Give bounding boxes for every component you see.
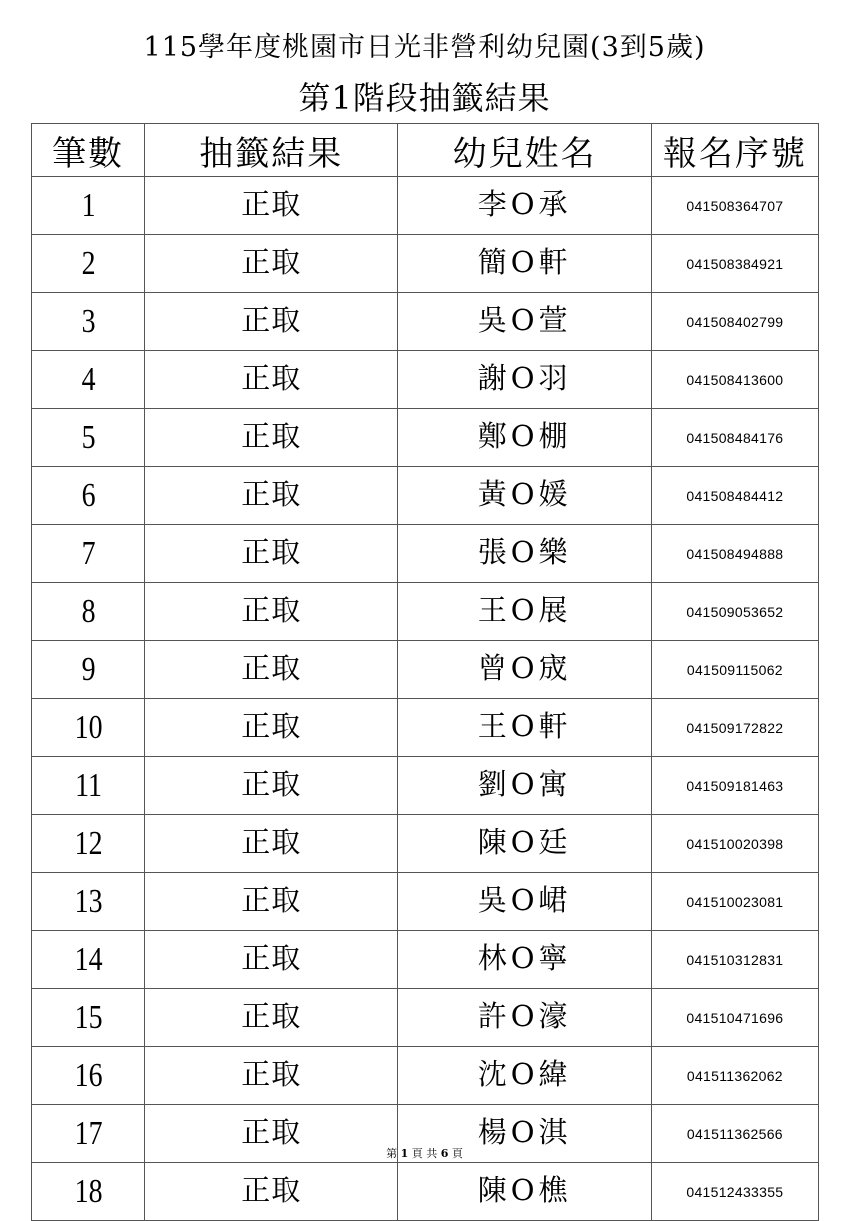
row-lottery-result: 正取 <box>145 641 398 699</box>
row-child-name: 陳O樵 <box>398 1163 651 1221</box>
row-registration-number: 041509181463 <box>651 757 818 815</box>
row-child-name: 張O樂 <box>398 525 651 583</box>
table-row <box>32 1163 819 1221</box>
row-lottery-result: 正取 <box>145 351 398 409</box>
row-registration-number: 041509115062 <box>651 641 818 699</box>
header-child-name: 幼兒姓名 <box>398 124 651 177</box>
table-row <box>32 757 819 815</box>
table-row <box>32 467 819 525</box>
row-registration-number: 041508413600 <box>651 351 818 409</box>
row-registration-number: 041510471696 <box>651 989 818 1047</box>
row-child-name: 林O寧 <box>398 931 651 989</box>
row-lottery-result: 正取 <box>145 757 398 815</box>
row-count: 9 <box>42 641 135 699</box>
row-count: 17 <box>42 1105 135 1163</box>
row-count: 8 <box>42 583 135 641</box>
row-lottery-result: 正取 <box>145 989 398 1047</box>
row-registration-number: 041508484412 <box>651 467 818 525</box>
row-count: 10 <box>42 699 135 757</box>
row-lottery-result: 正取 <box>145 1163 398 1221</box>
page-current: 1 <box>400 1147 409 1160</box>
document-subtitle: 第1階段抽籤結果 <box>298 79 551 117</box>
row-lottery-result: 正取 <box>145 525 398 583</box>
row-registration-number: 041508484176 <box>651 409 818 467</box>
row-lottery-result: 正取 <box>145 1105 398 1163</box>
header-lottery-result: 抽籤結果 <box>145 124 398 177</box>
table-row <box>32 815 819 873</box>
header-count: 筆數 <box>32 124 145 177</box>
row-registration-number: 041508402799 <box>651 293 818 351</box>
table-row <box>32 525 819 583</box>
row-lottery-result: 正取 <box>145 873 398 931</box>
header-registration-number: 報名序號 <box>651 124 818 177</box>
row-count: 1 <box>42 177 135 235</box>
page-suffix: 頁 <box>451 1147 463 1160</box>
row-count: 12 <box>42 815 135 873</box>
row-child-name: 沈O緯 <box>398 1047 651 1105</box>
table-row <box>32 641 819 699</box>
row-registration-number: 041512433355 <box>651 1163 818 1221</box>
table-row <box>32 409 819 467</box>
row-registration-number: 041509172822 <box>651 699 818 757</box>
row-child-name: 簡O軒 <box>398 235 651 293</box>
row-count: 18 <box>42 1163 135 1221</box>
row-child-name: 楊O淇 <box>398 1105 651 1163</box>
row-count: 15 <box>42 989 135 1047</box>
document-title: 115學年度桃園市日光非營利幼兒園(3到5歲) <box>143 32 706 63</box>
row-count: 2 <box>42 235 135 293</box>
row-registration-number: 041508364707 <box>651 177 818 235</box>
row-registration-number: 041510020398 <box>651 815 818 873</box>
row-count: 5 <box>42 409 135 467</box>
table-row <box>32 235 819 293</box>
table-row <box>32 293 819 351</box>
row-registration-number: 041511362062 <box>651 1047 818 1105</box>
row-child-name: 鄭O棚 <box>398 409 651 467</box>
row-count: 7 <box>42 525 135 583</box>
table-header-row <box>32 124 819 177</box>
row-child-name: 許O濠 <box>398 989 651 1047</box>
row-count: 13 <box>42 873 135 931</box>
row-lottery-result: 正取 <box>145 699 398 757</box>
row-registration-number: 041509053652 <box>651 583 818 641</box>
table-row <box>32 583 819 641</box>
row-lottery-result: 正取 <box>145 467 398 525</box>
page-total: 6 <box>440 1147 449 1160</box>
row-registration-number: 041510023081 <box>651 873 818 931</box>
row-child-name: 曾O宬 <box>398 641 651 699</box>
row-lottery-result: 正取 <box>145 293 398 351</box>
row-registration-number: 041508384921 <box>651 235 818 293</box>
row-child-name: 王O軒 <box>398 699 651 757</box>
table-row <box>32 177 819 235</box>
page-footer <box>0 1147 849 1161</box>
row-count: 14 <box>42 931 135 989</box>
table-row <box>32 931 819 989</box>
table-row <box>32 873 819 931</box>
row-child-name: 陳O廷 <box>398 815 651 873</box>
row-count: 3 <box>42 293 135 351</box>
table-row <box>32 351 819 409</box>
table-row <box>32 699 819 757</box>
row-lottery-result: 正取 <box>145 583 398 641</box>
row-registration-number: 041511362566 <box>651 1105 818 1163</box>
row-count: 11 <box>42 757 135 815</box>
row-child-name: 李O承 <box>398 177 651 235</box>
row-registration-number: 041508494888 <box>651 525 818 583</box>
row-child-name: 吳O峮 <box>398 873 651 931</box>
row-count: 16 <box>42 1047 135 1105</box>
row-child-name: 黃O媛 <box>398 467 651 525</box>
page-mid: 頁 共 <box>411 1147 438 1160</box>
row-child-name: 吳O萱 <box>398 293 651 351</box>
table-row <box>32 989 819 1047</box>
row-registration-number: 041510312831 <box>651 931 818 989</box>
row-child-name: 王O展 <box>398 583 651 641</box>
lottery-result-table <box>31 123 819 1221</box>
row-count: 4 <box>42 351 135 409</box>
row-lottery-result: 正取 <box>145 177 398 235</box>
row-child-name: 謝O羽 <box>398 351 651 409</box>
row-lottery-result: 正取 <box>145 931 398 989</box>
page-prefix: 第 <box>386 1147 398 1160</box>
table-row <box>32 1047 819 1105</box>
row-lottery-result: 正取 <box>145 409 398 467</box>
row-child-name: 劉O寓 <box>398 757 651 815</box>
row-lottery-result: 正取 <box>145 235 398 293</box>
row-lottery-result: 正取 <box>145 1047 398 1105</box>
row-count: 6 <box>42 467 135 525</box>
row-lottery-result: 正取 <box>145 815 398 873</box>
table-body <box>32 177 819 1221</box>
